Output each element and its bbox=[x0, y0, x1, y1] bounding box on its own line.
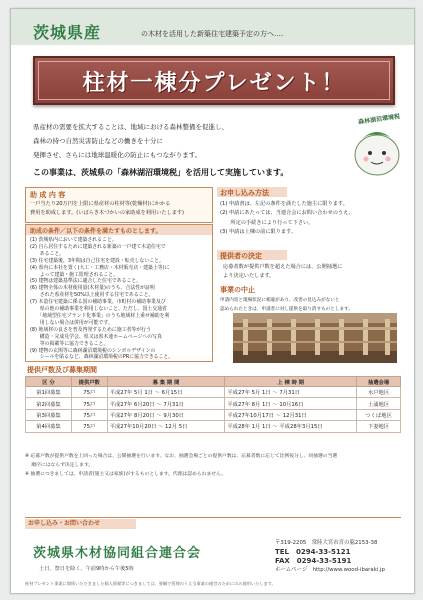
column-header: 区 分 bbox=[26, 377, 72, 387]
condition-item: 構造・完成見学会、県又は県木連ホームページへの写真 bbox=[30, 333, 162, 340]
table-cell: 第2回募集 bbox=[26, 398, 72, 409]
condition-item: シールを貼るなど、森林湖沼環境税のPRに協力できること。 bbox=[30, 354, 174, 361]
conditions-list bbox=[30, 237, 212, 361]
table-cell: 平成27年 8月20日 ～ 9月30日 bbox=[107, 409, 225, 420]
apply-item: (1) 申請書は、左記の条件を満たした施主に限ります。 bbox=[220, 201, 348, 207]
mascot-illustration bbox=[348, 119, 406, 179]
house-frame-photo bbox=[233, 313, 397, 363]
table-cell: 平成27年 8月 1日 ～ 10月16日 bbox=[225, 398, 357, 409]
table-row bbox=[26, 398, 401, 409]
table-cell: 75戸 bbox=[71, 398, 107, 409]
table-cell: 第1回募集 bbox=[26, 387, 72, 398]
organization-name: 茨城県木材協同組合連合会 bbox=[33, 546, 202, 561]
header-tagline: の木材を活用した新築住宅建築予定の方へ‥‥ bbox=[141, 30, 284, 38]
apply-list bbox=[220, 200, 400, 237]
title-banner bbox=[33, 56, 395, 105]
apply-item: (3) 申請は上棟の前に限ります。 bbox=[220, 228, 297, 235]
intro-text bbox=[33, 120, 333, 162]
condition-item: (2) 自ら居住するために建築される新築の一戸建て木造住宅で bbox=[30, 243, 166, 250]
condition-item: (1) 茨城県内において建築されること。 bbox=[30, 237, 117, 243]
header-prefecture: 茨城県産 bbox=[33, 23, 102, 42]
mascot-label: 森林湖沼環境税 bbox=[357, 113, 401, 126]
contact-tab: お申し込み・お問い合わせ bbox=[25, 519, 136, 529]
condition-item: あること。 bbox=[30, 250, 65, 257]
support-text bbox=[30, 200, 212, 219]
condition-item: 県の他の補助事業を利用しないこと。ただし、国土交通省 bbox=[30, 306, 167, 313]
conditions-box bbox=[25, 224, 213, 362]
intro-line: 発揮させ、さらには地球温暖化の防止にもつながります。 bbox=[33, 151, 202, 159]
table-cell: 下妻地区 bbox=[357, 421, 401, 432]
table-cell: 平成27年 6月20日 ～ 7月31日 bbox=[107, 398, 225, 409]
intro-line: 森林の持つ自然災害防止などの働きを十分に bbox=[33, 137, 163, 145]
cancel-text bbox=[220, 296, 401, 315]
condition-item: 「地域型住宅ブランド化事業」のうち地域材上乗せ補助を利 bbox=[30, 312, 170, 319]
table-cell: 平成27年10月20日 ～ 12月 5日 bbox=[107, 421, 225, 432]
apply-item: 所定の手続きにより行って下さい。 bbox=[220, 219, 314, 226]
apply-title: お申し込み方法 bbox=[220, 189, 269, 197]
column-header: 提供戸数 bbox=[71, 377, 107, 387]
decision-line: 応募者数が提供戸数を超えた場合には、公開抽選に bbox=[223, 264, 343, 270]
table-header-row bbox=[26, 377, 401, 387]
table-cell: 第3回募集 bbox=[26, 409, 72, 420]
schedule-title: 提供戸数及び募集期間 bbox=[27, 366, 97, 374]
table-cell: 水戸地区 bbox=[357, 387, 401, 398]
table-cell: 75戸 bbox=[71, 387, 107, 398]
conditions-title: 助成の条件／以下の条件を満たすものとします。 bbox=[30, 228, 162, 235]
note-line: ※ 抽選につきましては、申請者(施主又は家族)がするものとします。代理は認められません。 bbox=[25, 472, 226, 477]
table-cell: 土浦地区 bbox=[357, 398, 401, 409]
decision-text bbox=[223, 263, 401, 282]
condition-item: された県産材を50%以上使用する住宅であること。 bbox=[30, 292, 154, 299]
table-cell: 第4回募集 bbox=[26, 421, 72, 432]
table-row bbox=[26, 409, 401, 420]
column-header: 募 集 期 間 bbox=[107, 377, 225, 387]
table-cell: 平成27年 5月 1日 ～ 7月31日 bbox=[225, 387, 357, 398]
cancel-line: 認められたときは、申請者に対し提供を取り消すものとします。 bbox=[220, 307, 353, 313]
condition-item: (3) 住宅建築後、3年間は自己住宅を建設・転売しないこと。 bbox=[30, 257, 164, 264]
schedule-table bbox=[25, 376, 401, 433]
apply-section bbox=[217, 187, 401, 247]
table-cell: 平成27年10月17日 ～ 12月31日 bbox=[225, 409, 357, 420]
support-line: 費用を助成します。(いばらき木づかいの家助成を利用いたします) bbox=[30, 210, 185, 217]
table-cell: つくば地区 bbox=[357, 409, 401, 420]
table-cell: 75戸 bbox=[71, 421, 107, 432]
condition-item: (4) 県内に本社を置く(大工・工務店・木材販売店・建築士等)に bbox=[30, 264, 170, 271]
table-row bbox=[26, 387, 401, 398]
phone-number: TEL 0294-33-5121 bbox=[275, 548, 351, 556]
condition-item: 用しない場合は併用が可能です。 bbox=[30, 319, 113, 326]
table-cell: 75戸 bbox=[71, 409, 107, 420]
condition-item: (8) 地域材の良さを普及啓発するために施工者等が行う bbox=[30, 326, 151, 333]
condition-item: 等の掲載等に協力できること。 bbox=[30, 340, 109, 347]
address: 〒319-2205 常陸大宮市宮の脇2153-38 bbox=[275, 540, 378, 546]
condition-item: よって建築・施工監理されること。 bbox=[30, 271, 119, 278]
decision-line: より決定いたします。 bbox=[223, 273, 275, 280]
flyer-page bbox=[10, 8, 415, 594]
column-header: 抽選会場 bbox=[357, 377, 401, 387]
apply-item: (2) 申請にあたっては、当連合会にお問い合わせのうえ、 bbox=[220, 210, 354, 217]
notes bbox=[25, 452, 401, 479]
decision-section bbox=[217, 250, 401, 282]
support-title: 助 成 内 容 bbox=[30, 191, 66, 199]
condition-item: (6) 建物全体の木材使用量(木材量)のうち、合法性が証明 bbox=[30, 285, 155, 292]
condition-item: (5) 建物は建築基準法に適合した住宅であること。 bbox=[30, 278, 142, 285]
table-cell: 平成28年 1月 1日 ～ 平成28年3月15日 bbox=[225, 421, 357, 432]
intro-emphasis: この事業は、茨城県の「森林湖沼環境税」を活用して実施しています。 bbox=[33, 168, 289, 177]
website-link[interactable]: ホームページ http://www.wood-ibaraki.jp bbox=[275, 567, 385, 573]
contact-details bbox=[275, 539, 385, 575]
support-line: 一戸当たり20万円を上限に県産材の柱材等(乾燥材)にかかる bbox=[30, 201, 171, 207]
contact-section bbox=[25, 517, 401, 574]
table-cell: 平成27年 5月 1日 ～ 6月15日 bbox=[107, 387, 225, 398]
column-header: 上 棟 時 期 bbox=[225, 377, 357, 387]
note-line: ※ 応募戸数が提供戸数を上回った場合は、公開抽選を行います。なお、抽選会場ごとの提供戸数は、応募者数に応じて比例按分し、同抽選の当選 bbox=[25, 454, 338, 459]
cancel-line: 申請内容と現場状況に相違があり、改善の見込みがないと bbox=[220, 298, 340, 303]
table-row bbox=[26, 421, 401, 432]
support-box bbox=[25, 187, 213, 223]
office-hours: 土日、祭日を除く、午前9時から午後5時 bbox=[39, 566, 134, 572]
condition-item: (7) 木造住宅建築に係る国の補助事業、市町村の補助事業及び bbox=[30, 299, 166, 306]
banner-title: 柱材一棟分プレゼント！ bbox=[82, 71, 346, 96]
note-line: 順序にはならず決定します。 bbox=[25, 463, 94, 468]
condition-item: (9) 建物の玄関等に森林湖沼環境税のシンボルデザインの bbox=[30, 347, 156, 354]
fax-number: FAX 0294-33-5191 bbox=[275, 557, 352, 565]
footer-note: 柱材プレゼント事業に関係いただきました個人情報等につきましては、要綱で管理のうえ当事業の運営のためにのみ使用いたします。 bbox=[25, 581, 276, 586]
intro-line: 県産材の需要を拡大することは、地域における森林整備を促進し、 bbox=[33, 123, 228, 131]
decision-title: 提供者の決定 bbox=[220, 252, 262, 260]
cancel-title: 事業の中止 bbox=[220, 286, 255, 294]
